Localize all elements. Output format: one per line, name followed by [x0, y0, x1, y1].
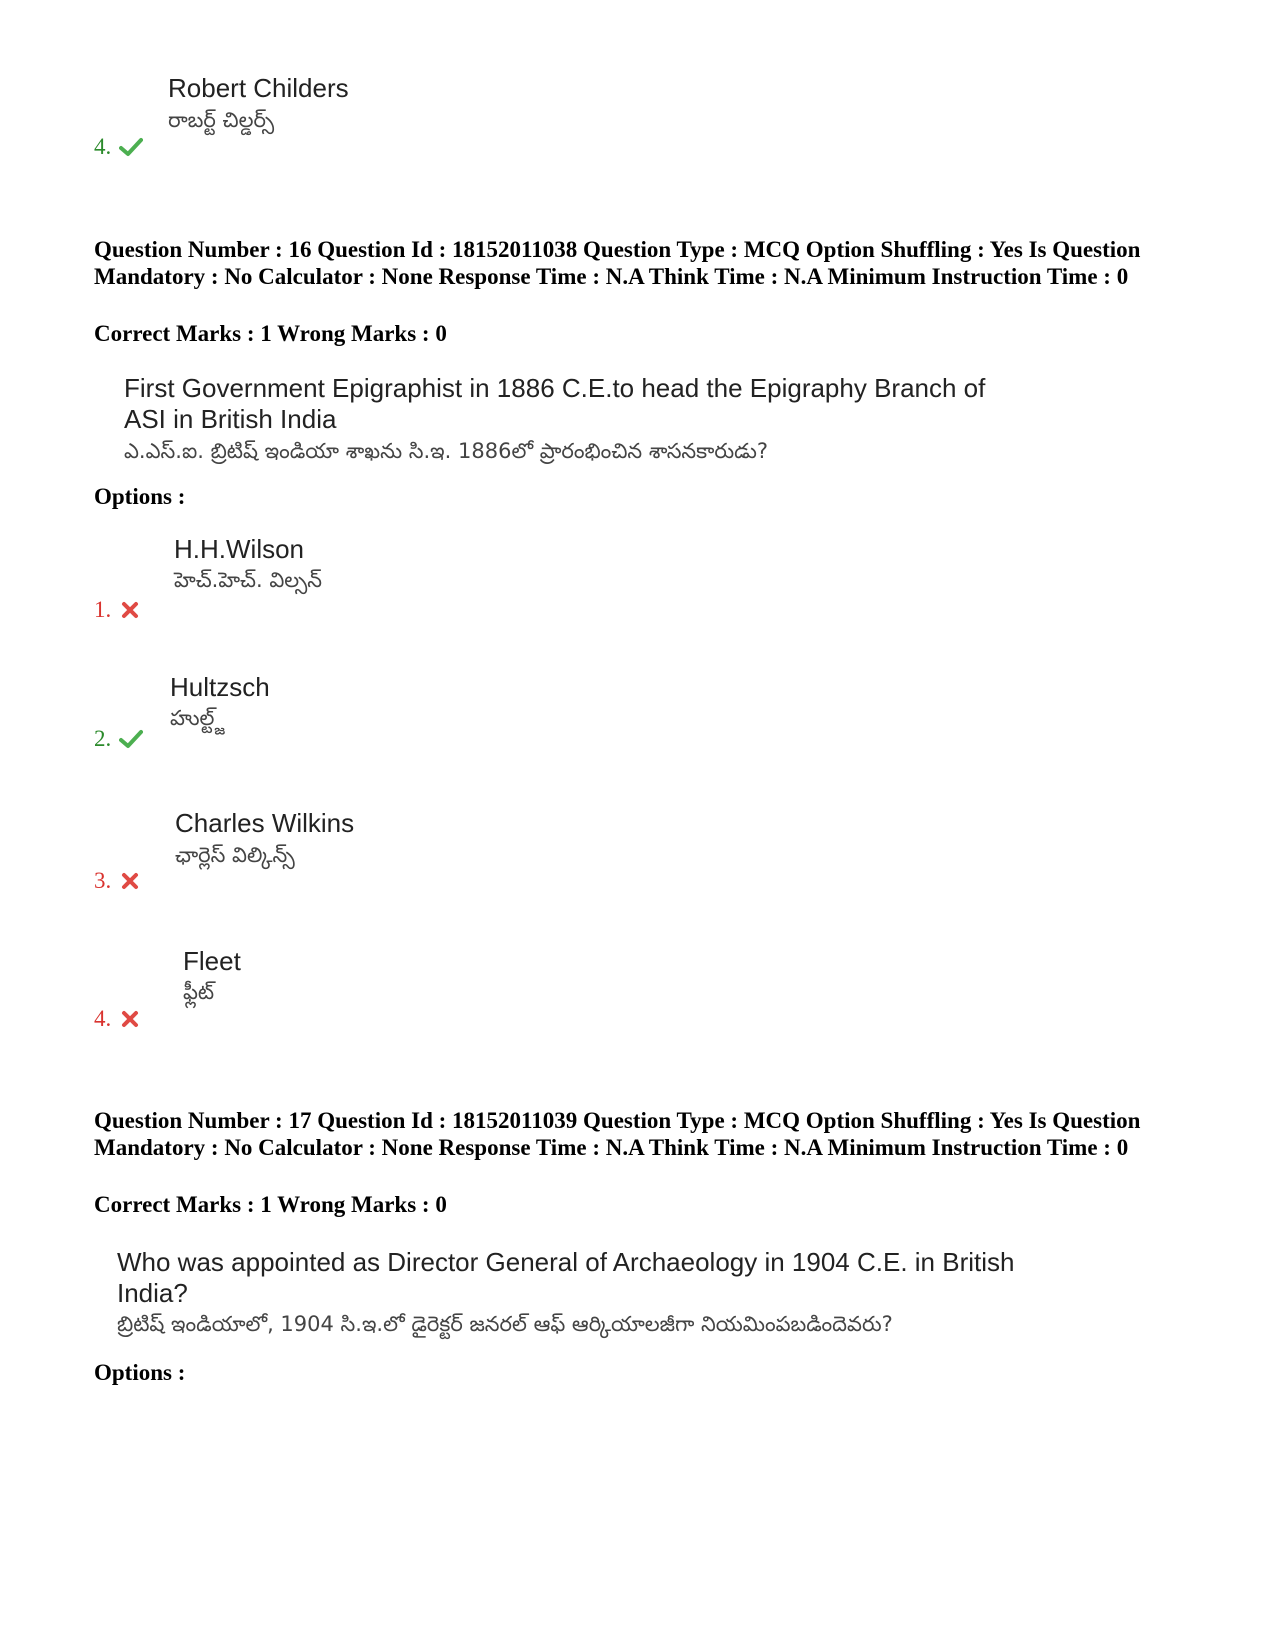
question-marks: Correct Marks : 1 Wrong Marks : 0	[94, 321, 447, 346]
question-text-english: First Government Epigraphist in 1886 C.E.to head the Epigraphy Branch of ASI in British India	[124, 373, 986, 434]
check-icon	[119, 729, 143, 749]
cross-icon	[119, 871, 143, 891]
question-text-english: Who was appointed as Director General of Archaeology in 1904 C.E. in British India?	[117, 1247, 1015, 1308]
options-label: Options :	[94, 484, 186, 509]
option-number-text: 4.	[94, 1006, 112, 1031]
option-number-text: 3.	[94, 868, 112, 893]
option-number	[94, 134, 143, 160]
option-english: Hultzsch	[170, 672, 270, 702]
option-number	[94, 726, 143, 752]
option-number-text: 1.	[94, 597, 112, 622]
option-number	[94, 597, 143, 623]
option-telugu: హెచ్.హెచ్. విల్సన్	[174, 568, 322, 592]
question-marks: Correct Marks : 1 Wrong Marks : 0	[94, 1192, 447, 1217]
option-number	[94, 868, 143, 894]
option-telugu: ఛార్లెస్ విల్కిన్స్	[175, 843, 295, 867]
cross-icon	[119, 600, 143, 620]
option-number-text: 4.	[94, 134, 112, 159]
question-meta: Question Number : 17 Question Id : 18152011039 Question Type : MCQ Option Shuffling : Yes Is Question Mandatory : No Calculator : None Response Time : N.A Think Time : N.A Minimum Instruction Time : 0	[94, 1108, 1141, 1160]
option-telugu: రాబర్ట్ చిల్డర్స్	[168, 108, 275, 132]
question-text-telugu: ఎ.ఎస్.ఐ. బ్రిటిష్ ఇండియా శాఖను సి.ఇ. 1886లో ప్రారంభించిన శాసనకారుడు?	[124, 439, 769, 463]
question-text-telugu: బ్రిటిష్ ఇండియాలో, 1904 సి.ఇ.లో డైరెక్టర్ జనరల్ ఆఫ్ ఆర్కియాలజీగా నియమింపబడిందెవరు?	[117, 1312, 893, 1336]
option-english: H.H.Wilson	[174, 534, 305, 564]
option-telugu: ఫ్లీట్	[183, 980, 215, 1004]
option-english: Fleet	[183, 946, 241, 976]
question-meta: Question Number : 16 Question Id : 18152011038 Question Type : MCQ Option Shuffling : Yes Is Question Mandatory : No Calculator : None Response Time : N.A Think Time : N.A Minimum Instruction Time : 0	[94, 237, 1141, 289]
option-number-text: 2.	[94, 726, 112, 751]
options-label: Options :	[94, 1360, 186, 1385]
option-english: Robert Childers	[168, 73, 349, 103]
option-english: Charles Wilkins	[175, 808, 355, 838]
option-telugu: హుల్ట్జ్	[170, 706, 225, 730]
cross-icon	[119, 1009, 143, 1029]
check-icon	[119, 137, 143, 157]
option-number	[94, 1006, 143, 1032]
